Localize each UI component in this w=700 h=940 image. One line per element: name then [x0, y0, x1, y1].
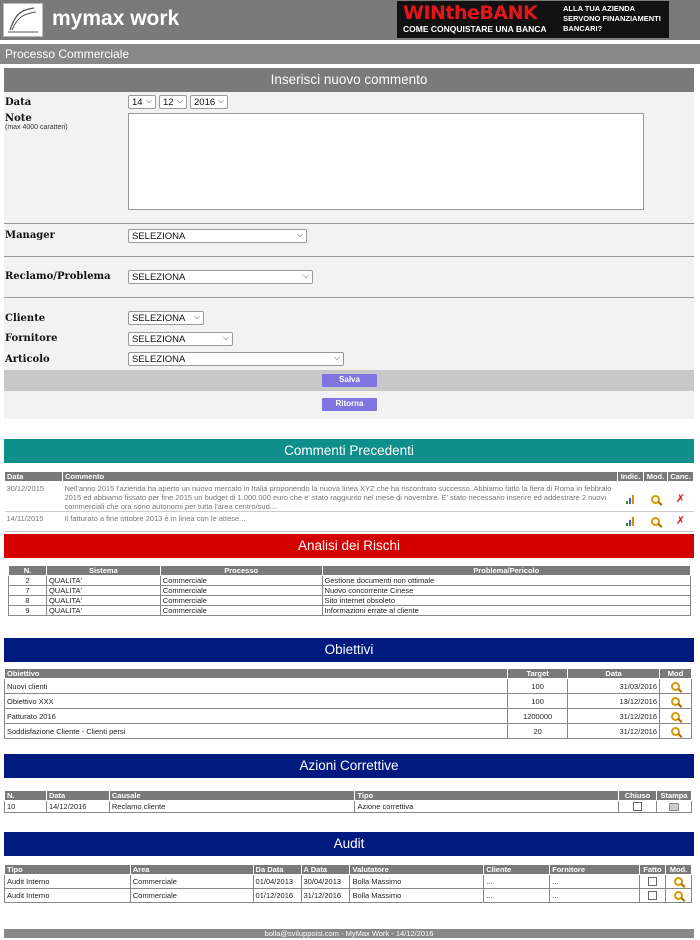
done-checkbox[interactable] [639, 875, 665, 889]
note-textarea[interactable] [128, 113, 644, 210]
edit-button[interactable] [643, 512, 667, 532]
magnifier-icon [671, 682, 680, 691]
app-title: mymax work [52, 7, 180, 30]
col-header: Data [46, 791, 109, 801]
divider [4, 223, 694, 224]
top-bar [0, 0, 700, 40]
table-row[interactable] [9, 586, 691, 596]
chevron-down-icon: ⌵ [296, 230, 303, 239]
risk-system: QUALITA' [46, 586, 160, 596]
col-header: N. [5, 791, 47, 801]
audit-area: Commerciale [130, 875, 253, 889]
fornitore-label: Fornitore [5, 333, 58, 344]
month-select[interactable]: 12 ⌵ [159, 95, 187, 109]
magnifier-icon [674, 877, 683, 886]
audit-table [4, 864, 692, 903]
comment-date: 30/12/2015 [5, 482, 63, 512]
table-row [5, 875, 692, 889]
articolo-label: Articolo [5, 354, 50, 365]
risk-problem: Gestione documenti non ottimale [322, 576, 690, 586]
edit-button[interactable] [643, 482, 667, 512]
banner-sub-text: COME CONQUISTARE UNA BANCA [403, 24, 547, 34]
manager-select[interactable]: SELEZIONA ⌵ [128, 229, 307, 243]
magnifier-icon [674, 891, 683, 900]
col-header: Area [130, 865, 253, 875]
manager-label: Manager [5, 230, 55, 241]
audit-evaluator: Bolla Massimo [350, 889, 484, 903]
corrective-actions-table [4, 790, 692, 813]
checkbox-icon [633, 802, 642, 811]
day-select[interactable]: 14 ⌵ [128, 95, 156, 109]
page-title: Processo Commerciale [0, 44, 700, 64]
audit-from-date: 01/04/2013 [253, 875, 301, 889]
objective-name: Obiettivo XXX [5, 694, 508, 709]
delete-button[interactable] [667, 512, 693, 532]
chevron-down-icon: ⌵ [217, 96, 224, 105]
audit-area: Commerciale [130, 889, 253, 903]
risk-process: Commerciale [160, 606, 322, 616]
col-header: Fatto [639, 865, 665, 875]
save-strip [4, 370, 694, 391]
table-row [5, 801, 692, 813]
edit-button[interactable] [660, 709, 692, 724]
chevron-down-icon: ⌵ [333, 353, 340, 362]
print-button[interactable] [656, 801, 691, 813]
footer: bolla@sviluppoisi.com - MyMax Work - 14/12/2016 [4, 929, 694, 938]
checkbox-icon [648, 877, 657, 886]
objective-name: Nuovi clienti [5, 679, 508, 694]
table-row [5, 512, 694, 532]
risk-system: QUALITA' [46, 576, 160, 586]
table-row [5, 889, 692, 903]
indicator-button[interactable] [618, 512, 644, 532]
objective-date: 31/12/2016 [568, 724, 660, 739]
action-number: 10 [5, 801, 47, 813]
comment-text: Il fatturato a fine ottobre 2013 è in linea con le attese... [62, 512, 617, 532]
table-row [5, 679, 692, 694]
risk-system: QUALITA' [46, 606, 160, 616]
new-comment-form [4, 68, 694, 419]
bar-chart-icon [626, 517, 635, 526]
objective-date: 31/03/2016 [568, 679, 660, 694]
magnifier-icon [671, 712, 680, 721]
col-header: Chiuso [618, 791, 656, 801]
risk-number: 9 [9, 606, 47, 616]
reclamo-label: Reclamo/Problema [5, 271, 111, 282]
col-header: Da Data [253, 865, 301, 875]
chevron-down-icon: ⌵ [222, 333, 229, 342]
objective-date: 31/12/2016 [568, 709, 660, 724]
col-header: Tipo [5, 865, 131, 875]
objectives-table [4, 668, 692, 739]
banner-main-text: WINtheBANK [403, 2, 538, 24]
magnifier-icon [671, 727, 680, 736]
articolo-select[interactable]: SELEZIONA ⌵ [128, 352, 344, 366]
col-header: Data [5, 472, 63, 482]
risk-problem: Sito internet obsoleto [322, 596, 690, 606]
col-header: N. [9, 566, 47, 576]
edit-button[interactable] [660, 694, 692, 709]
col-header: Mod. [665, 865, 691, 875]
objective-target: 1200000 [508, 709, 568, 724]
logo-icon [3, 3, 43, 37]
section-rischi-title: Analisi dei Rischi [4, 534, 694, 558]
reclamo-select[interactable]: SELEZIONA ⌵ [128, 270, 313, 284]
risk-problem: Informazioni errate al cliente [322, 606, 690, 616]
delete-icon: ✗ [675, 515, 686, 527]
col-header: Sistema [46, 566, 160, 576]
section-commenti-title: Commenti Precedenti [4, 439, 694, 463]
action-reason: Reclamo cliente [109, 801, 355, 813]
year-select[interactable]: 2016 ⌵ [190, 95, 228, 109]
note-hint: (max 4000 caratteri) [5, 124, 68, 131]
audit-to-date: 30/04/2013 [301, 875, 350, 889]
closed-checkbox[interactable] [618, 801, 656, 813]
col-header: Mod. [643, 472, 667, 482]
divider [4, 256, 694, 257]
col-header: A Data [301, 865, 350, 875]
risk-system: QUALITA' [46, 596, 160, 606]
objective-name: Soddisfazione Cliente - Clienti persi [5, 724, 508, 739]
risks-table [8, 565, 691, 616]
section-azioni-title: Azioni Correttive [4, 754, 694, 778]
col-header: Processo [160, 566, 322, 576]
table-row[interactable] [9, 576, 691, 586]
col-header: Obiettivo [5, 669, 508, 679]
objective-target: 100 [508, 679, 568, 694]
risk-problem: Nuovo concorrente Cinese [322, 586, 690, 596]
risk-process: Commerciale [160, 586, 322, 596]
col-header: Causale [109, 791, 355, 801]
audit-supplier: ... [550, 875, 640, 889]
col-header: Valutatore [350, 865, 484, 875]
chevron-down-icon: ⌵ [193, 312, 200, 321]
data-label: Data [5, 97, 32, 108]
col-header: Data [568, 669, 660, 679]
comment-text: Nell'anno 2015 l'azienda ha aperto un nuovo mercato in Italia proponendo la nuova linea XYZ che ha riscontrato successo. Abbiamo fatto la fiera di Roma in febbraio 2015 ed abbiamo fissato per fine 2015 un budget di 1.000.000 euro che e' stato raggiunto nel mese di novembre. E' stato necessario inserire ed addestrare 2 nuovi commerciali che ora sono autonomi per tutta l'area centro/sud.... [62, 482, 617, 512]
audit-evaluator: Bolla Massimo [350, 875, 484, 889]
col-header: Stampa [656, 791, 691, 801]
delete-button[interactable] [667, 482, 693, 512]
col-header: Fornitore [550, 865, 640, 875]
printer-icon [669, 803, 679, 811]
save-button[interactable]: Salva [322, 374, 377, 387]
back-button[interactable]: Ritorna [322, 398, 377, 411]
indicator-button[interactable] [618, 482, 644, 512]
edit-button[interactable] [660, 724, 692, 739]
audit-client: ... [484, 875, 550, 889]
magnifier-icon [671, 697, 680, 706]
magnifier-icon [651, 517, 660, 526]
checkbox-icon [648, 891, 657, 900]
edit-button[interactable] [660, 679, 692, 694]
audit-to-date: 31/12/2016 [301, 889, 350, 903]
col-header: Tipo [355, 791, 619, 801]
table-row[interactable] [9, 606, 691, 616]
col-header: Cliente [484, 865, 550, 875]
table-row [5, 694, 692, 709]
table-row [5, 724, 692, 739]
ad-banner[interactable] [397, 1, 669, 38]
cliente-select[interactable]: SELEZIONA ⌵ [128, 311, 204, 325]
objective-name: Fatturato 2016 [5, 709, 508, 724]
note-label: Note [5, 113, 32, 124]
section-audit-title: Audit [4, 832, 694, 856]
magnifier-icon [651, 495, 660, 504]
audit-type: Audit Interno [5, 889, 131, 903]
table-row [5, 709, 692, 724]
edit-button[interactable] [665, 889, 691, 903]
form-title: Inserisci nuovo commento [4, 68, 694, 92]
col-header: Indic. [618, 472, 644, 482]
chevron-down-icon: ⌵ [302, 271, 309, 280]
divider [4, 297, 694, 298]
action-date: 14/12/2016 [46, 801, 109, 813]
edit-button[interactable] [665, 875, 691, 889]
audit-type: Audit Interno [5, 875, 131, 889]
risk-number: 2 [9, 576, 47, 586]
objective-date: 13/12/2016 [568, 694, 660, 709]
risk-process: Commerciale [160, 576, 322, 586]
action-type: Azione correttiva [355, 801, 619, 813]
col-header: Target [508, 669, 568, 679]
banner-right-text: ALLA TUA AZIENDA SERVONO FINANZIAMENTI BANCARI? [563, 4, 661, 33]
col-header: Canc. [667, 472, 693, 482]
objective-target: 100 [508, 694, 568, 709]
audit-supplier: ... [550, 889, 640, 903]
done-checkbox[interactable] [639, 889, 665, 903]
objective-target: 20 [508, 724, 568, 739]
col-header: Problema/Pericolo [322, 566, 690, 576]
bar-chart-icon [626, 495, 635, 504]
chevron-down-icon: ⌵ [176, 96, 183, 105]
delete-icon: ✗ [675, 493, 686, 505]
comments-table [4, 471, 694, 532]
cliente-label: Cliente [5, 313, 46, 324]
fornitore-select[interactable]: SELEZIONA ⌵ [128, 332, 233, 346]
risk-number: 7 [9, 586, 47, 596]
section-obiettivi-title: Obiettivi [4, 638, 694, 662]
table-row[interactable] [9, 596, 691, 606]
risk-process: Commerciale [160, 596, 322, 606]
col-header: Mod [660, 669, 692, 679]
col-header: Commento [62, 472, 617, 482]
comment-date: 14/11/2015 [5, 512, 63, 532]
risk-number: 8 [9, 596, 47, 606]
audit-client: ... [484, 889, 550, 903]
chevron-down-icon: ⌵ [145, 96, 152, 105]
table-row [5, 482, 694, 512]
audit-from-date: 01/12/2016 [253, 889, 301, 903]
